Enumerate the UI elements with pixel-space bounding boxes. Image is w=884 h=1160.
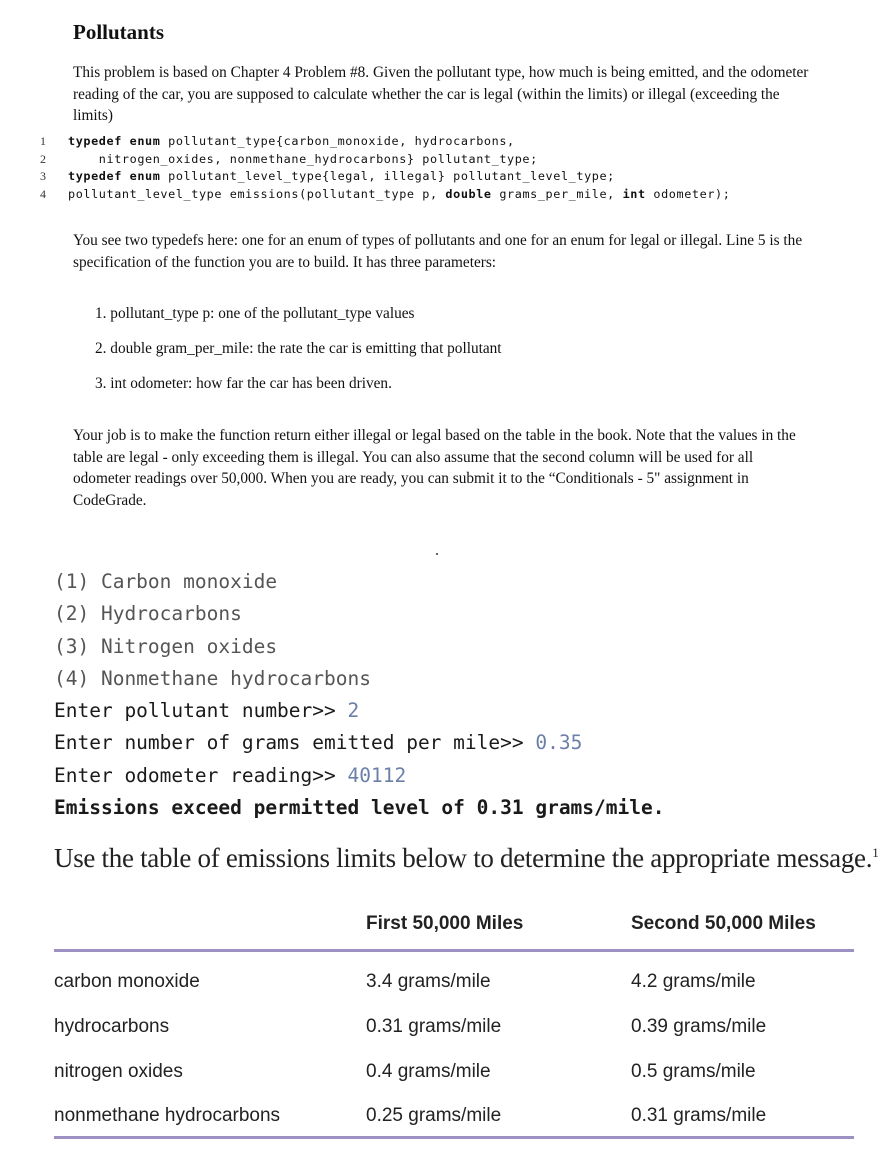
pollutant-cell: hydrocarbons: [54, 1016, 170, 1037]
line-number: 3: [40, 169, 46, 183]
code-keyword: typedef enum: [68, 169, 161, 183]
list-item: 1. pollutant_type p: one of the pollutant_type values: [95, 305, 415, 322]
parameter-list: [73, 296, 502, 401]
console-line: [54, 760, 664, 792]
prompt-text: Enter pollutant number>>: [54, 699, 348, 723]
console-output: [54, 566, 664, 824]
table-row: [54, 1105, 854, 1150]
column-header-second: Second 50,000 Miles: [631, 913, 816, 934]
line-number: 2: [40, 151, 46, 166]
menu-option: (4) Nonmethane hydrocarbons: [54, 666, 371, 690]
intro-paragraph: This problem is based on Chapter 4 Problem #8. Given the pollutant type, how much is being emitted, and the odometer reading of the car, you are supposed to calculate whether the car is legal (within the limits) or illegal (exceeding the limits): [73, 64, 809, 124]
code-listing: [40, 133, 730, 203]
menu-option: (1) Carbon monoxide: [54, 570, 278, 593]
table-bottom-rule: [54, 1136, 854, 1139]
first-limit-cell: 0.4 grams/mile: [366, 1061, 491, 1082]
prompt-text: Enter odometer reading>>: [54, 763, 348, 787]
line-number: 4: [40, 186, 46, 201]
second-limit-cell: 0.39 grams/mile: [631, 1016, 767, 1037]
code-text: pollutant_type{carbon_monoxide, hydrocarbons,: [160, 134, 515, 148]
table-row: [54, 971, 854, 1016]
result-message: Emissions exceed permitted level of 0.31 grams/mile.: [54, 796, 665, 820]
job-paragraph: Your job is to make the function return either illegal or legal based on the table in the book. Note that the values in the table are legal - only exceeding them is illegal. You can also assume that the second column will be used for all odometer readings over 50,000. When you are ready, you can submit it to the “Conditionals - 5" assignment in CodeGrade.: [73, 427, 796, 509]
code-text: nitrogen_oxides, nonmethane_hydrocarbons} pollutant_type;: [68, 151, 538, 166]
user-input: 2: [347, 699, 360, 723]
page-title: Pollutants: [73, 20, 165, 44]
menu-option: (2) Hydrocarbons: [54, 602, 242, 626]
pollutant-cell: nitrogen oxides: [54, 1061, 183, 1082]
table-top-rule: [54, 949, 854, 952]
code-text: pollutant_level_type{legal, illegal} pollutant_level_type;: [160, 169, 615, 183]
list-item: 3. int odometer: how far the car has been driven.: [95, 375, 392, 392]
list-item: 2. double gram_per_mile: the rate the car is emitting that pollutant: [95, 340, 502, 357]
table-row: [54, 1016, 854, 1061]
typedefs-paragraph: You see two typedefs here: one for an enum of types of pollutants and one for an enum for legal or illegal. Line 5 is the specification of the function you are to build. It has three parameters:: [73, 232, 803, 271]
table-row: [54, 1061, 854, 1106]
menu-option: (3) Nitrogen oxides: [54, 634, 278, 658]
console-line: [54, 695, 664, 727]
footnote-marker: 1: [872, 845, 879, 860]
first-limit-cell: 0.25 grams/mile: [366, 1105, 502, 1126]
second-limit-cell: 0.5 grams/mile: [631, 1061, 756, 1082]
user-input: 40112: [347, 763, 407, 787]
column-header-first: First 50,000 Miles: [366, 913, 524, 934]
code-keyword: typedef enum: [68, 134, 161, 148]
code-line: [40, 133, 730, 151]
second-limit-cell: 4.2 grams/mile: [631, 971, 756, 992]
first-limit-cell: 0.31 grams/mile: [366, 1016, 502, 1037]
prompt-text: Enter number of grams emitted per mile>>: [54, 731, 536, 755]
second-limit-cell: 0.31 grams/mile: [631, 1105, 767, 1126]
stray-dot: [436, 553, 438, 555]
pollutant-cell: carbon monoxide: [54, 971, 200, 992]
code-line: [40, 186, 730, 204]
line-number: 1: [40, 134, 46, 148]
limits-heading: [54, 843, 878, 874]
console-line: [54, 727, 664, 759]
code-line: [40, 168, 730, 186]
limits-heading-text: Use the table of emissions limits below to determine the appropriate message.: [54, 843, 873, 873]
code-keyword: int: [622, 186, 646, 201]
code-text: pollutant_level_type emissions(pollutant_type p,: [68, 186, 446, 201]
code-text: grams_per_mile,: [491, 186, 623, 201]
user-input: 0.35: [535, 731, 583, 755]
code-text: odometer);: [645, 186, 731, 201]
code-line: [40, 151, 730, 169]
pollutant-cell: nonmethane hydrocarbons: [54, 1105, 281, 1126]
first-limit-cell: 3.4 grams/mile: [366, 971, 491, 992]
code-keyword: double: [445, 186, 492, 201]
